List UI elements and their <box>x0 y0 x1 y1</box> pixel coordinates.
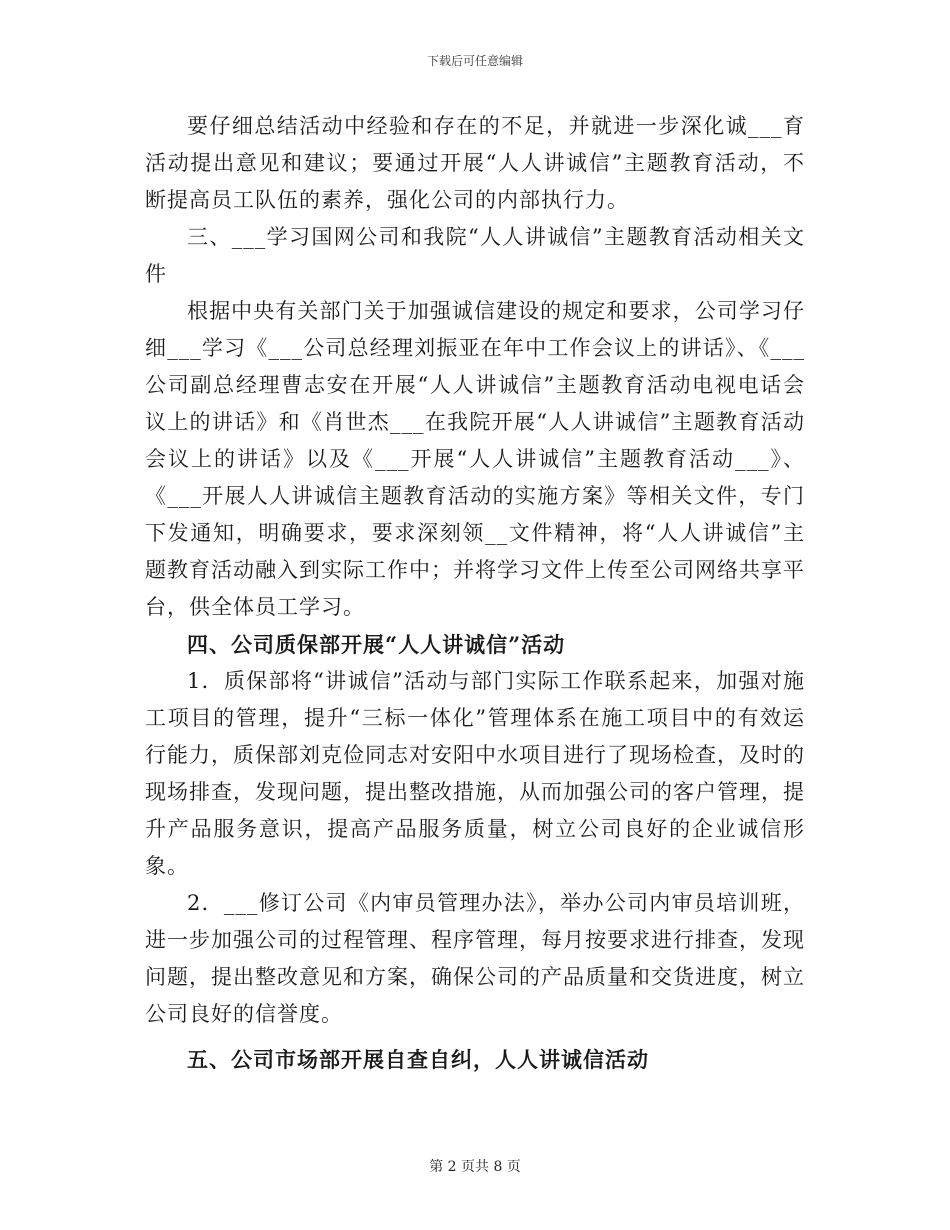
section-heading-three: 三、___学习国网公司和我院“人人讲诚信”主题教育活动相关文件 <box>145 225 805 286</box>
paragraph-item-one: 1．质保部将“讲诚信”活动与部门实际工作联系起来，加强对施工项目的管理，提升“三标一体化”管理体系在施工项目中的有效运行能力，质保部刘克俭同志对安阳中水项目进行了现场检查，及时的现场排查，发现问题，提出整改措施，从而加强公司的客户管理，提升产品服务意识，提高产品服务质量，树立公司良好的企业诚信形象。 <box>145 669 805 878</box>
paragraph-study-documents: 根据中央有关部门关于加强诚信建设的规定和要求，公司学习仔细___学习《___公司总经理刘振亚在年中工作会议上的讲话》、《___公司副总经理曹志安在开展“人人讲诚信”主题教育活动电视电话会议上的讲话》和《肖世杰___在我院开展“人人讲诚信”主题教育活动会议上的讲话》以及《___开展“人人讲诚信”主题教育活动___》、《___开展人人讲诚信主题教育活动的实施方案》等相关文件，专门下发通知，明确要求，要求深刻领__文件精神，将“人人讲诚信”主题教育活动融入到实际工作中；并将学习文件上传至公司网络共享平台，供全体员工学习。 <box>145 299 805 619</box>
paragraph-summary: 要仔细总结活动中经验和存在的不足，并就进一步深化诚___育活动提出意见和建议；要通过开展“人人讲诚信”主题教育活动，不断提高员工队伍的素养，强化公司的内部执行力。 <box>145 114 805 212</box>
section-heading-five: 五、公司市场部开展自查自纠，人人讲诚信活动 <box>187 1047 649 1072</box>
page-footer: 第 2 页共 8 页 <box>429 1159 521 1175</box>
paragraph-item-two: 2．___修订公司《内审员管理办法》，举办公司内审员培训班，进一步加强公司的过程管理、程序管理，每月按要求进行排查，发现问题，提出整改意见和方案，确保公司的产品质量和交货进度，树立公司良好的信誉度。 <box>145 891 805 1026</box>
document-body <box>145 108 805 1078</box>
page-header: 下载后可任意编辑 <box>426 54 523 68</box>
section-heading-four: 四、公司质保部开展“人人讲诚信”活动 <box>187 632 566 657</box>
